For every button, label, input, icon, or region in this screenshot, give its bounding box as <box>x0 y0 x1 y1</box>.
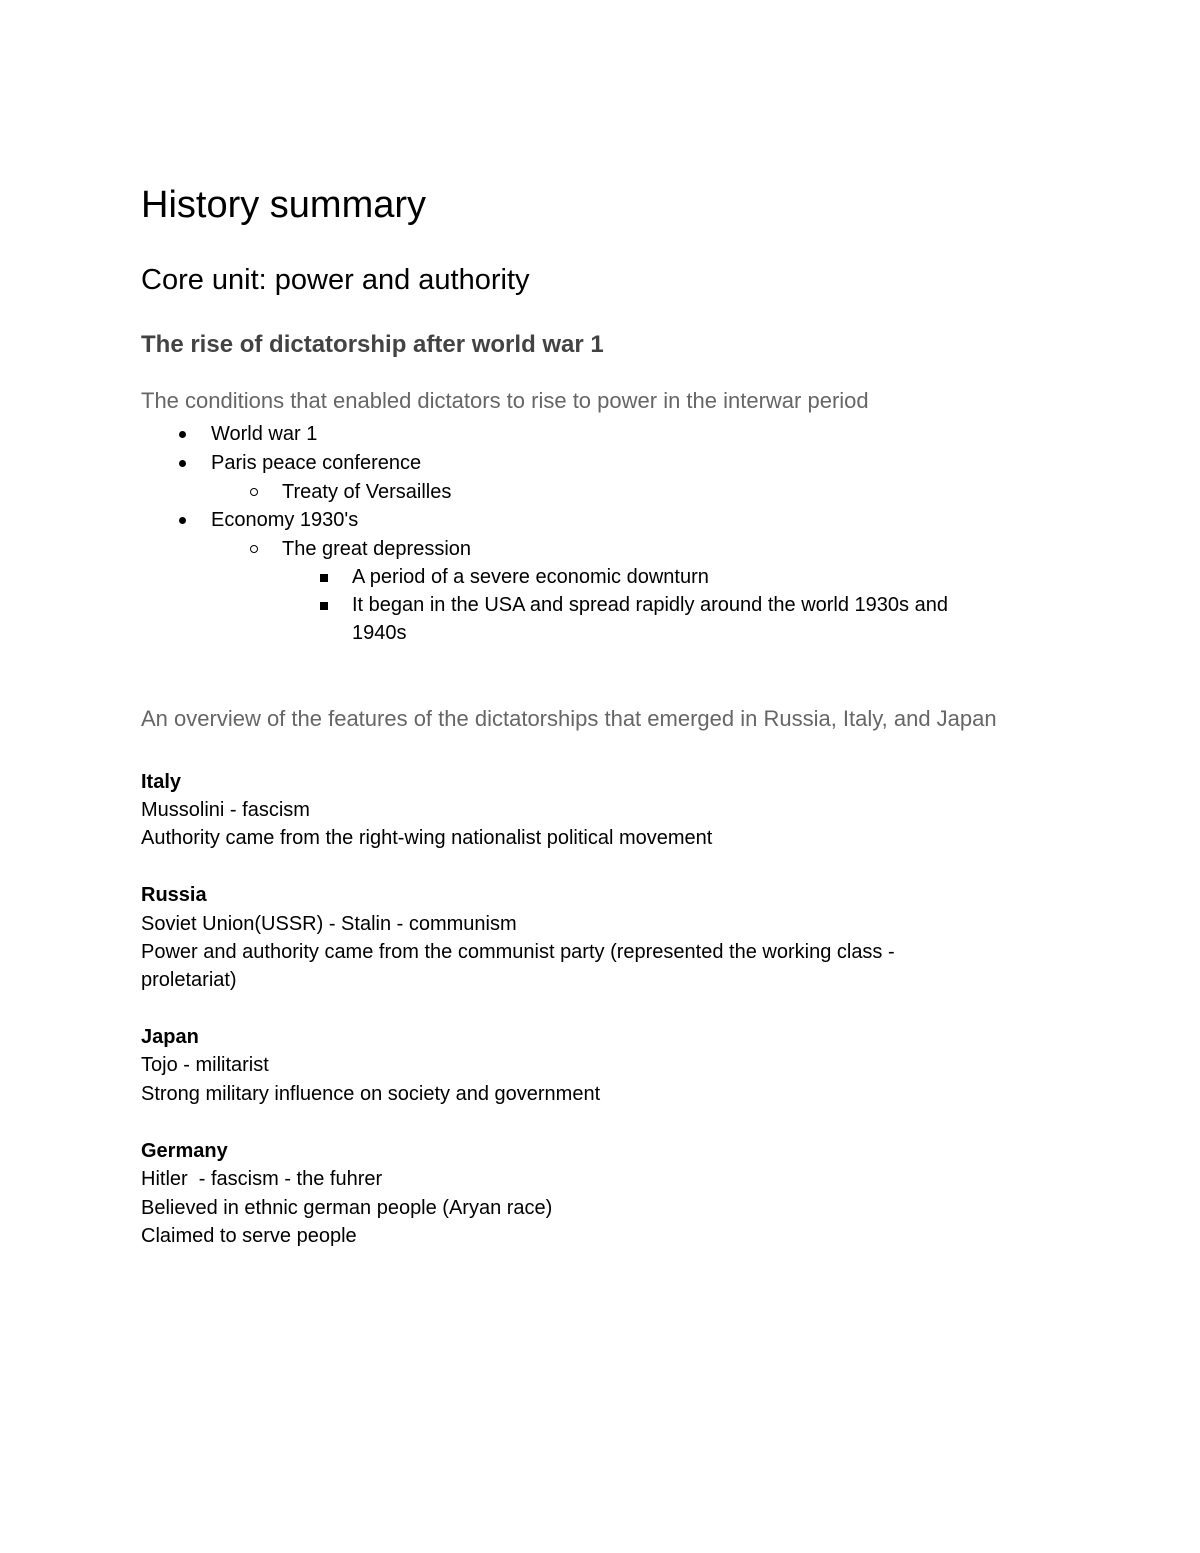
list-item: Treaty of Versailles <box>282 481 452 503</box>
circle-bullet-icon <box>250 488 258 496</box>
country-heading-italy: Italy <box>141 771 182 793</box>
disc-bullet-icon <box>179 460 186 467</box>
list-item: It began in the USA and spread rapidly around the world 1930s and <box>352 594 948 616</box>
country-line: Claimed to serve people <box>141 1225 357 1247</box>
conditions-heading: The conditions that enabled dictators to rise to power in the interwar period <box>141 388 869 413</box>
country-line: Believed in ethnic german people (Aryan race) <box>141 1197 553 1219</box>
country-heading-russia: Russia <box>141 884 207 906</box>
list-item: A period of a severe economic downturn <box>352 566 709 588</box>
country-line: Mussolini - fascism <box>141 799 310 821</box>
square-bullet-icon <box>320 602 328 610</box>
country-line: Soviet Union(USSR) - Stalin - communism <box>141 913 517 935</box>
country-line: Power and authority came from the communist party (represented the working class - <box>141 941 895 963</box>
list-item: Paris peace conference <box>211 452 422 474</box>
list-item: The great depression <box>282 538 472 560</box>
square-bullet-icon <box>320 574 328 582</box>
document-subtitle: Core unit: power and authority <box>141 264 530 296</box>
disc-bullet-icon <box>179 517 186 524</box>
overview-heading: An overview of the features of the dictatorships that emerged in Russia, Italy, and Japan <box>141 706 997 731</box>
country-heading-germany: Germany <box>141 1140 228 1162</box>
country-line: Tojo - militarist <box>141 1054 269 1076</box>
list-item-continuation: 1940s <box>352 622 407 644</box>
country-line: Authority came from the right-wing nationalist political movement <box>141 827 713 849</box>
list-item: Economy 1930's <box>211 509 359 531</box>
circle-bullet-icon <box>250 545 258 553</box>
country-heading-japan: Japan <box>141 1026 199 1048</box>
country-line: proletariat) <box>141 969 237 991</box>
country-line: Hitler - fascism - the fuhrer <box>141 1168 383 1190</box>
document-title: History summary <box>141 184 427 226</box>
section-heading: The rise of dictatorship after world war 1 <box>141 331 604 358</box>
list-item: World war 1 <box>211 423 318 445</box>
disc-bullet-icon <box>179 431 186 438</box>
country-line: Strong military influence on society and government <box>141 1083 601 1105</box>
